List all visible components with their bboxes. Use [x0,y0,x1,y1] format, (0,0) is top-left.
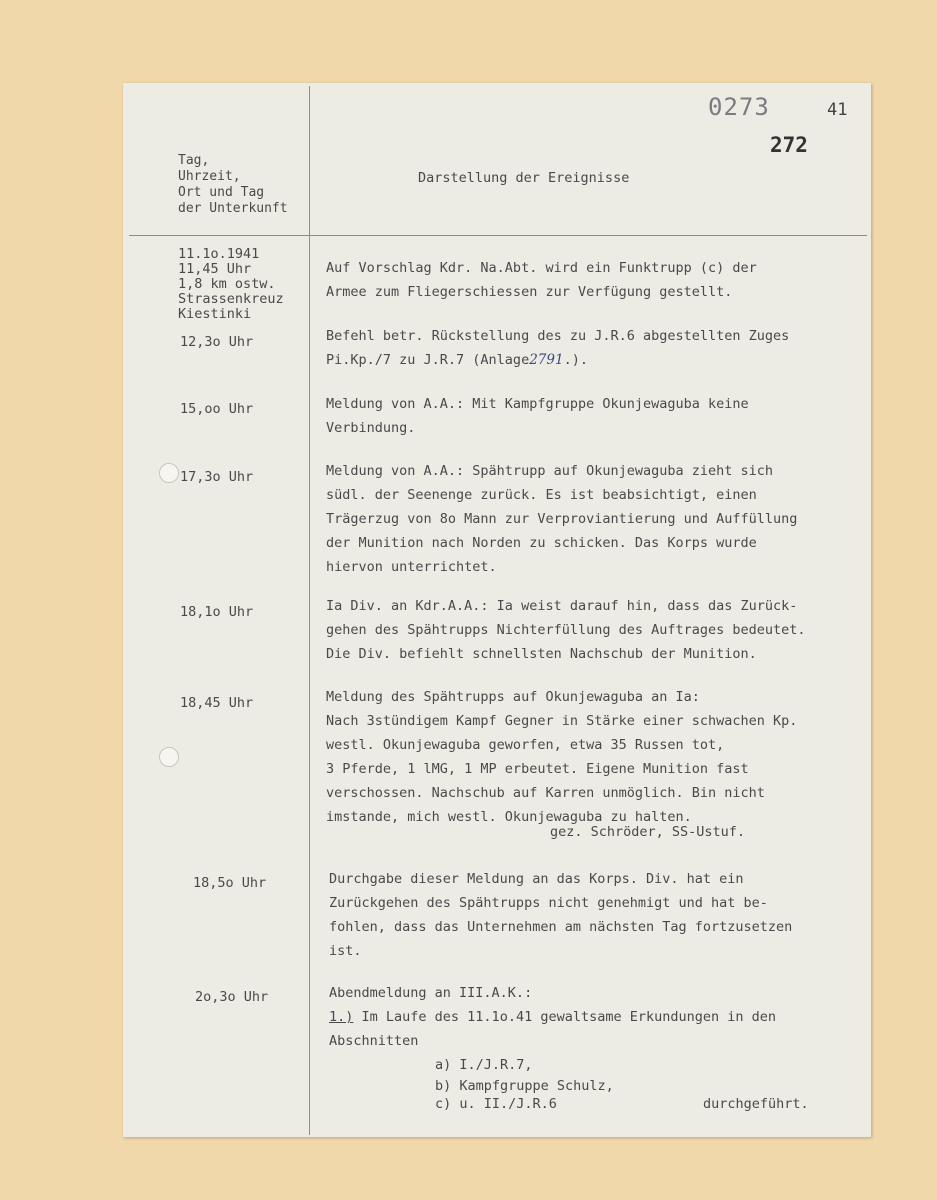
sub-item: a) I./J.R.7, [435,1057,533,1073]
column-divider [309,86,310,1135]
text-line: Abendmeldung an III.A.K.: [329,985,533,1001]
text-line: verschossen. Nachschub auf Karren unmöglich. Bin nicht [326,785,765,801]
text-line: Nach 3stündigem Kampf Gegner in Stärke einer schwachen Kp. [326,713,798,729]
handwritten-annex-number: 2791 [529,352,564,368]
text-line: Auf Vorschlag Kdr. Na.Abt. wird ein Funktrupp (c) der [326,260,757,276]
text-line: fohlen, dass das Unternehmen am nächsten Tag fortzusetzen [329,919,793,935]
entry-text [326,392,749,440]
page-number: 272 [770,133,808,157]
sub-item: c) u. II./J.R.6 [435,1096,557,1112]
entry-text [326,459,797,579]
date-line: 1,8 km ostw. [178,276,276,292]
column-header-left [178,153,288,217]
entry-time: 18,5o Uhr [193,875,267,891]
text-line: Meldung von A.A.: Mit Kampfgruppe Okunjewaguba keine [326,396,749,412]
completion-text: durchgeführt. [703,1096,809,1112]
header-line: Uhrzeit, [178,169,241,184]
date-line: Kiestinki [178,306,252,322]
text-line: Trägerzug von 8o Mann zur Verproviantierung und Auffüllung [326,511,798,527]
text-line: Die Div. befiehlt schnellsten Nachschub der Munition. [326,646,757,662]
text-line: hiervon unterrichtet. [326,559,497,575]
column-header-title: Darstellung der Ereignisse [418,170,630,186]
text-line [329,1005,776,1029]
entry-time: 18,45 Uhr [180,695,254,711]
text-line: Befehl betr. Rückstellung des zu J.R.6 abgestellten Zuges [326,328,790,344]
punch-hole [159,463,179,483]
header-line: der Unterkunft [178,201,288,216]
text-line: Zurückgehen des Spähtrupps nicht genehmigt und hat be- [329,895,768,911]
archive-stamp: 0273 [708,93,770,121]
date-line: 11,45 Uhr [178,261,252,277]
date-line: Strassenkreuz [178,291,284,307]
text-line: imstande, mich westl. Okunjewaguba zu halten. [326,809,692,825]
entry-date-location [178,247,284,322]
text-line: 3 Pferde, 1 lMG, 1 MP erbeutet. Eigene Munition fast [326,761,749,777]
entry-time: 15,oo Uhr [180,401,254,417]
text-line: der Munition nach Norden zu schicken. Das Korps wurde [326,535,757,551]
header-line: Ort und Tag [178,185,265,200]
entry-time: 2o,3o Uhr [195,989,269,1005]
text-line: Meldung des Spähtrupps auf Okunjewaguba an Ia: [326,689,700,705]
text-line [326,348,789,372]
text-line: Durchgabe dieser Meldung an das Korps. Div. hat ein [329,871,744,887]
entry-text [329,981,776,1053]
text-span: Im Laufe des 11.1o.41 gewaltsame Erkundungen in den [353,1009,777,1025]
sub-item: b) Kampfgruppe Schulz, [435,1078,614,1094]
entry-time: 12,3o Uhr [180,334,254,350]
text-span: .). [563,352,588,368]
entry-text [326,685,797,829]
entry-text [329,867,792,963]
item-number: 1.) [329,1009,354,1025]
text-line: ist. [329,943,362,959]
punch-hole [159,747,179,767]
text-line: gehen des Spähtrupps Nichterfüllung des Auftrages bedeutet. [326,622,806,638]
entry-time: 17,3o Uhr [180,469,254,485]
folio-number: 41 [827,100,848,120]
entry-text [326,256,757,304]
text-line: Meldung von A.A.: Spähtrupp auf Okunjewaguba zieht sich [326,463,774,479]
date-line: 11.1o.1941 [178,246,260,262]
text-line: Abschnitten [329,1033,419,1049]
entry-time: 18,1o Uhr [180,604,254,620]
text-line: Verbindung. [326,420,416,436]
signature-line: gez. Schröder, SS-Ustuf. [550,824,746,840]
text-span: Pi.Kp./7 zu J.R.7 (Anlage [326,352,530,368]
entry-text [326,324,789,372]
header-divider [129,235,867,236]
header-line: Tag, [178,153,210,168]
text-line: westl. Okunjewaguba geworfen, etwa 35 Russen tot, [326,737,725,753]
text-line: Armee zum Fliegerschiessen zur Verfügung gestellt. [326,284,733,300]
entry-text [326,594,806,666]
text-line: südl. der Seenenge zurück. Es ist beabsichtigt, einen [326,487,757,503]
document-page [123,83,871,1137]
text-line: Ia Div. an Kdr.A.A.: Ia weist darauf hin, dass das Zurück- [326,598,798,614]
